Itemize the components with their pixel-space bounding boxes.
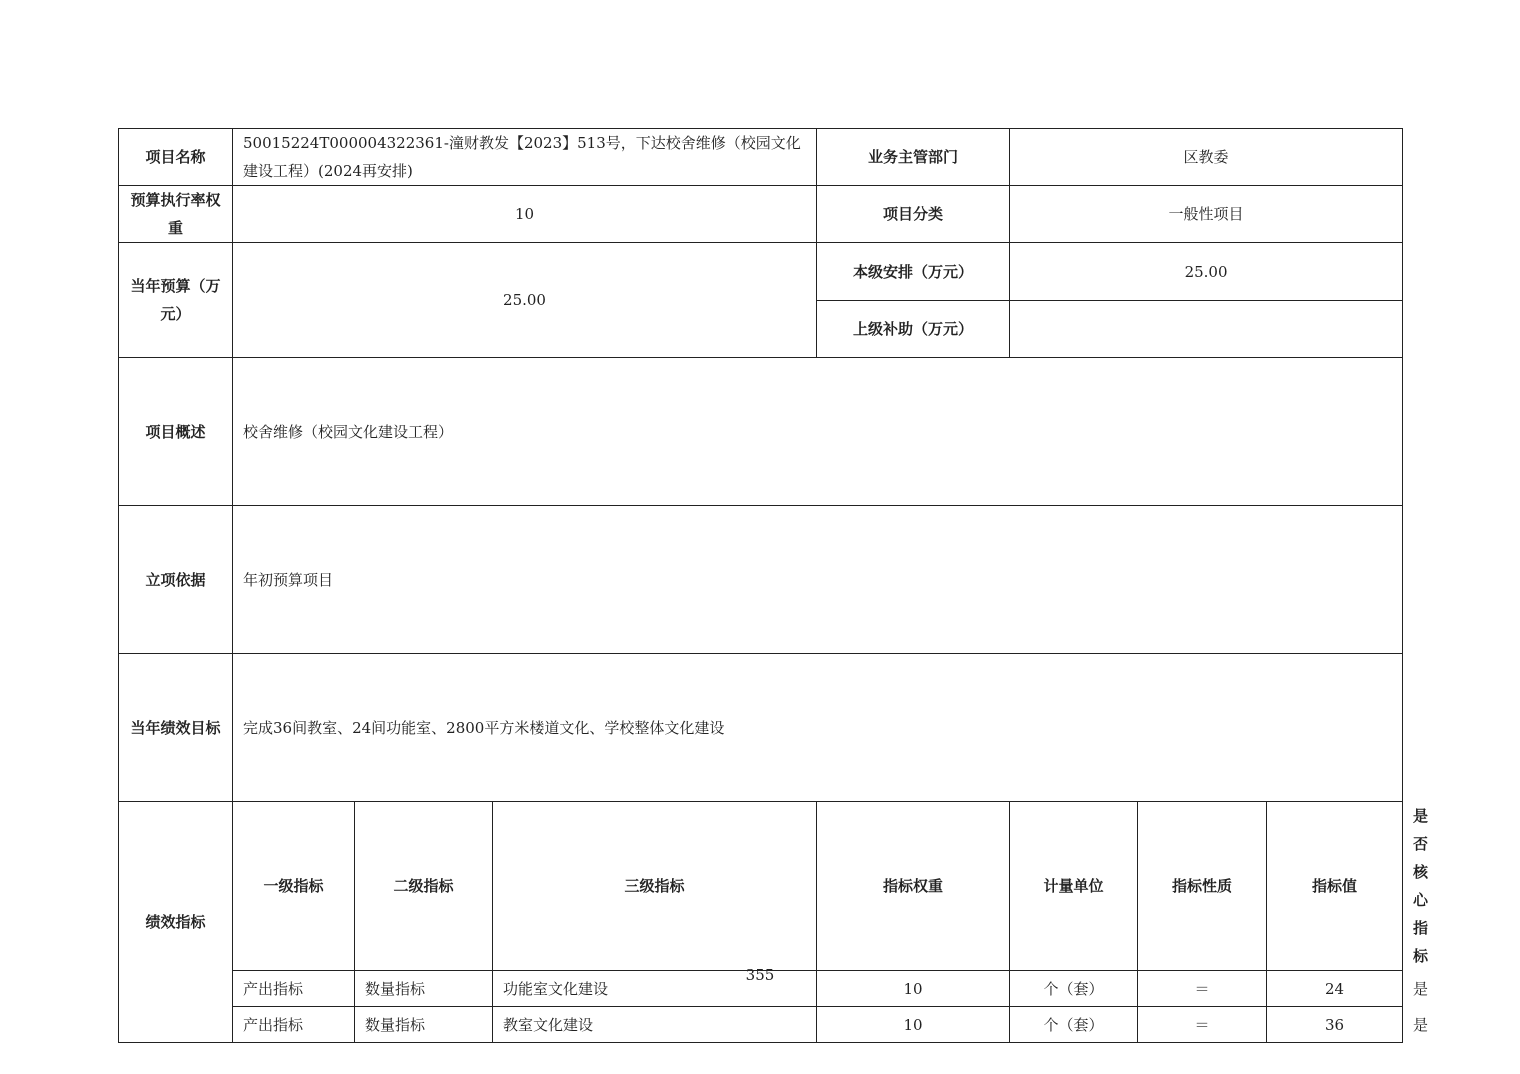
header-level3: 三级指标	[493, 802, 817, 971]
indicator-header-row: 绩效指标 一级指标 二级指标 三级指标 指标权重 计量单位 指标性质 指标值 是否核心指标	[119, 802, 1403, 971]
basis-value: 年初预算项目	[233, 506, 1403, 654]
indicator-row: 产出指标 数量指标 功能室文化建设 10 个（套） ＝ 24 是	[119, 971, 1403, 1007]
header-level1: 一级指标	[233, 802, 355, 971]
basis-label: 立项依据	[119, 506, 233, 654]
department-value: 区教委	[1010, 129, 1403, 186]
indicator-level2: 数量指标	[355, 971, 493, 1007]
superior-subsidy-value	[1010, 301, 1403, 358]
indicator-nature: ＝	[1138, 1007, 1267, 1043]
indicator-row: 产出指标 数量指标 教室文化建设 10 个（套） ＝ 36 是	[119, 1007, 1403, 1043]
row-budget-weight	[119, 186, 1403, 243]
indicator-level1: 产出指标	[233, 1007, 355, 1043]
header-nature: 指标性质	[1138, 802, 1267, 971]
indicator-weight: 10	[817, 971, 1010, 1007]
row-project-name	[119, 129, 1403, 186]
header-level2: 二级指标	[355, 802, 493, 971]
project-category-value: 一般性项目	[1010, 186, 1403, 243]
budget-weight-label: 预算执行率权重	[119, 186, 233, 243]
header-value: 指标值	[1267, 802, 1403, 971]
goal-label: 当年绩效目标	[119, 654, 233, 802]
indicators-label: 绩效指标	[119, 802, 233, 1043]
department-label: 业务主管部门	[817, 129, 1010, 186]
superior-subsidy-label: 上级补助（万元）	[817, 301, 1010, 358]
indicator-level3: 功能室文化建设	[493, 971, 817, 1007]
row-annual-budget	[119, 243, 1403, 301]
project-name-value: 50015224T000004322361-潼财教发【2023】513号，下达校舍维修（校园文化建设工程）(2024再安排)	[233, 129, 817, 186]
header-weight: 指标权重	[817, 802, 1010, 971]
overview-value: 校舍维修（校园文化建设工程）	[233, 358, 1403, 506]
annual-budget-label: 当年预算（万元）	[119, 243, 233, 358]
indicator-unit: 个（套）	[1010, 1007, 1138, 1043]
local-arrangement-label: 本级安排（万元）	[817, 243, 1010, 301]
indicator-level2: 数量指标	[355, 1007, 493, 1043]
local-arrangement-value: 25.00	[1010, 243, 1403, 301]
project-performance-table	[118, 128, 1429, 1043]
indicator-value: 36	[1267, 1007, 1403, 1043]
header-unit: 计量单位	[1010, 802, 1138, 971]
project-category-label: 项目分类	[817, 186, 1010, 243]
row-goal	[119, 654, 1403, 802]
indicator-value: 24	[1267, 971, 1403, 1007]
goal-value: 完成36间教室、24间功能室、2800平方米楼道文化、学校整体文化建设	[233, 654, 1403, 802]
indicator-weight: 10	[817, 1007, 1010, 1043]
overview-label: 项目概述	[119, 358, 233, 506]
annual-budget-value: 25.00	[233, 243, 817, 358]
indicator-unit: 个（套）	[1010, 971, 1138, 1007]
indicator-nature: ＝	[1138, 971, 1267, 1007]
project-name-label: 项目名称	[119, 129, 233, 186]
indicator-level1: 产出指标	[233, 971, 355, 1007]
page-number: 355	[745, 966, 775, 984]
row-basis	[119, 506, 1403, 654]
row-overview	[119, 358, 1403, 506]
indicator-level3: 教室文化建设	[493, 1007, 817, 1043]
budget-weight-value: 10	[233, 186, 817, 243]
